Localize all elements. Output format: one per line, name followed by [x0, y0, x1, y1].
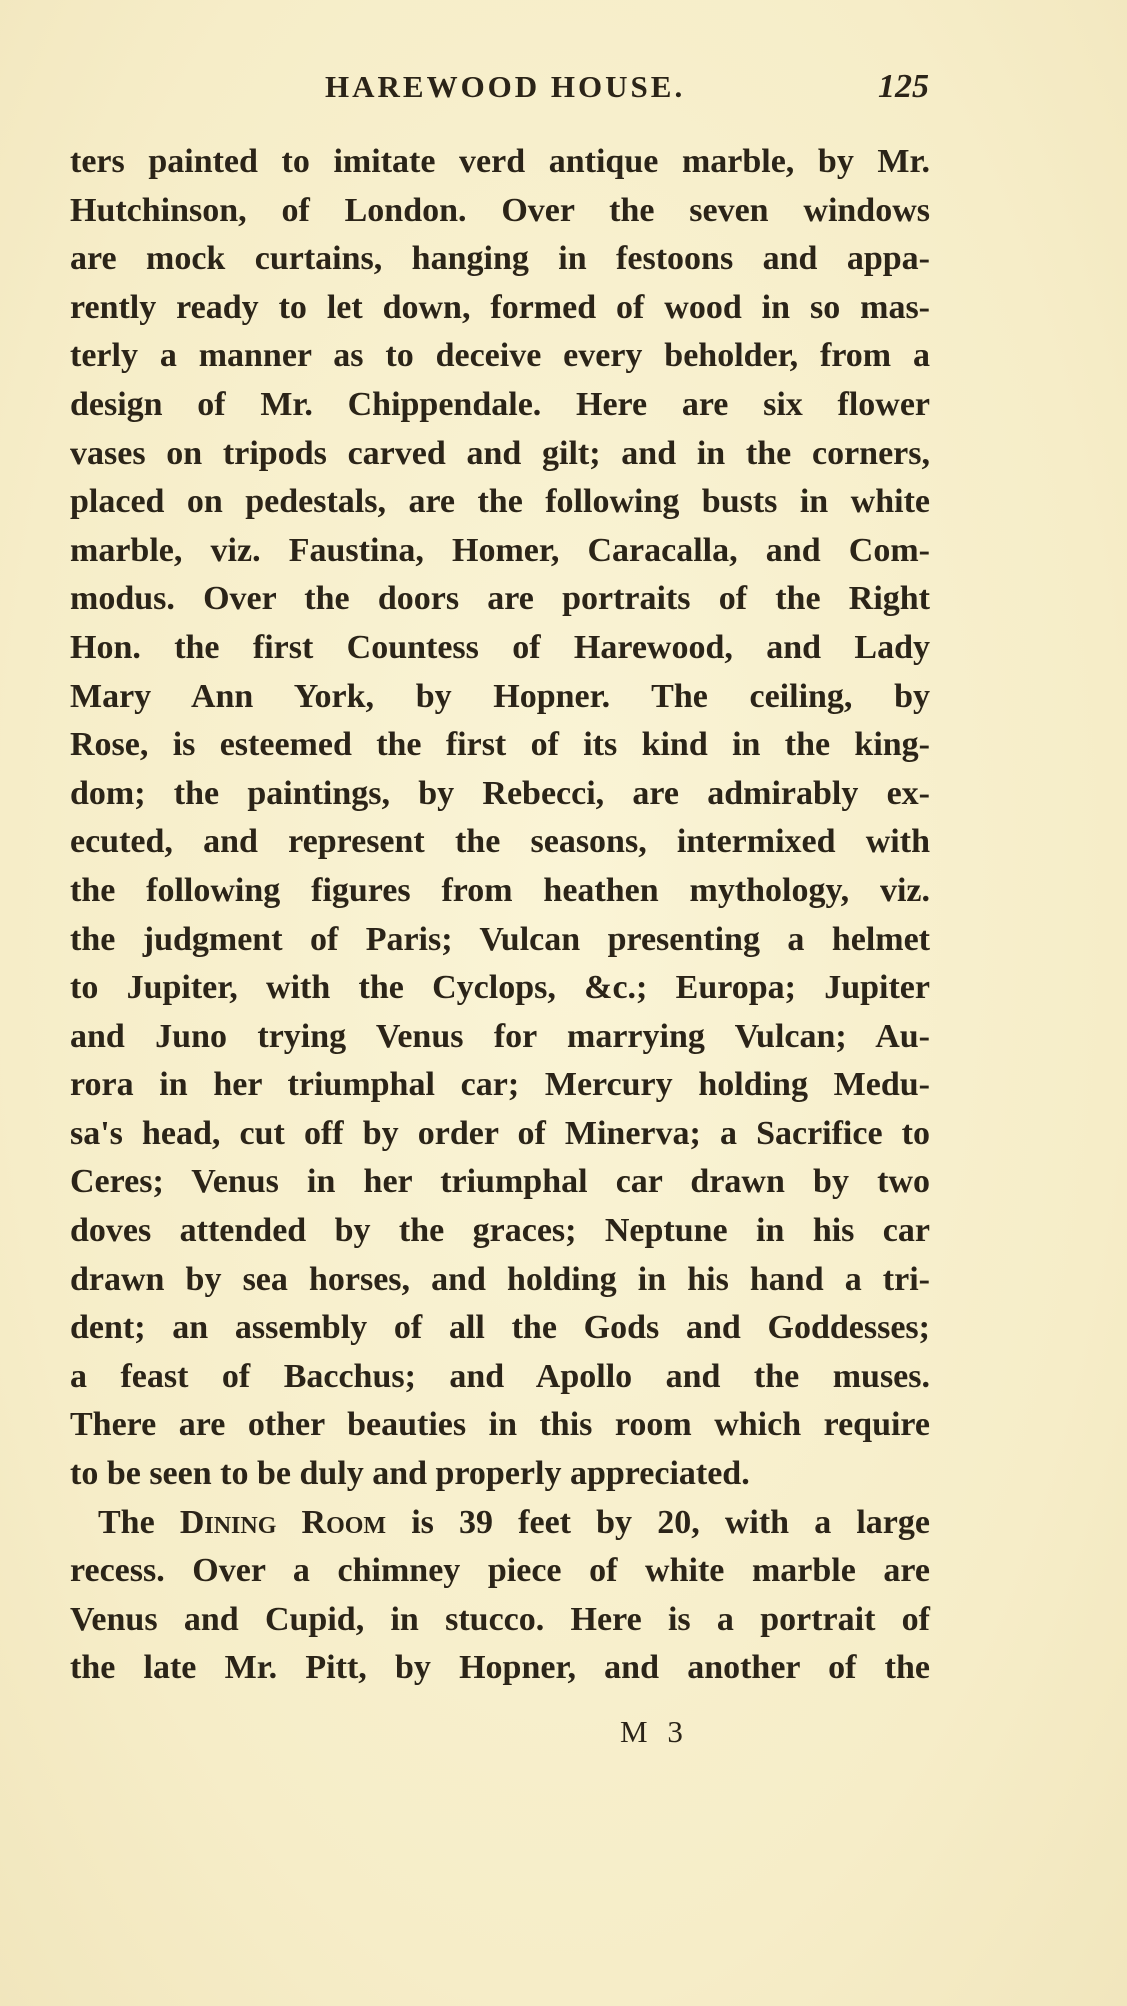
paragraph-lead-rest: is 39 feet by 20, with a large: [386, 1503, 930, 1541]
text-line: Rose, is esteemed the first of its kind in the king-: [70, 726, 930, 764]
text-line: dent; an assembly of all the Gods and Goddesses;: [70, 1309, 930, 1347]
text-line: Mary Ann York, by Hopner. The ceiling, by: [70, 677, 930, 715]
text-line: to Jupiter, with the Cyclops, &c.; Europa; Jupiter: [70, 969, 930, 1007]
text-line: Venus and Cupid, in stucco. Here is a portrait of: [70, 1600, 930, 1638]
text-line: ecuted, and represent the seasons, intermixed with: [70, 823, 930, 861]
text-line: sa's head, cut off by order of Minerva; a Sacrifice to: [70, 1114, 930, 1152]
text-line: doves attended by the graces; Neptune in his car: [70, 1212, 930, 1250]
text-line: terly a manner as to deceive every beholder, from a: [70, 337, 930, 375]
text-line: are mock curtains, hanging in festoons and appa-: [70, 240, 930, 278]
text-line: the late Mr. Pitt, by Hopner, and another of the: [70, 1649, 930, 1687]
text-line: Ceres; Venus in her triumphal car drawn by two: [70, 1163, 930, 1201]
text-line: to be seen to be duly and properly appreciated.: [70, 1455, 750, 1493]
text-line: rently ready to let down, formed of wood in so mas-: [70, 288, 930, 326]
text-line: placed on pedestals, are the following busts in white: [70, 483, 930, 521]
text-line: drawn by sea horses, and holding in his hand a tri-: [70, 1260, 930, 1298]
text-line: There are other beauties in this room which require: [70, 1406, 930, 1444]
body-text: [70, 138, 930, 1693]
text-line: ters painted to imitate verd antique marble, by Mr.: [70, 143, 930, 180]
paragraph-lead: The: [98, 1503, 180, 1541]
text-line: the judgment of Paris; Vulcan presenting a helmet: [70, 920, 930, 958]
paragraph-start-line: [70, 1499, 930, 1548]
text-line: Hon. the first Countess of Harewood, and Lady: [70, 628, 930, 666]
text-line: recess. Over a chimney piece of white marble are: [70, 1552, 930, 1590]
text-line: rora in her triumphal car; Mercury holding Medu-: [70, 1066, 930, 1104]
page-header: [0, 62, 1127, 112]
text-line: modus. Over the doors are portraits of the Right: [70, 580, 930, 618]
text-line: Hutchinson, of London. Over the seven windows: [70, 191, 930, 229]
signature-mark: M 3: [620, 1714, 689, 1749]
text-line: a feast of Bacchus; and Apollo and the muses.: [70, 1357, 930, 1395]
page-number: 125: [878, 68, 929, 105]
text-line: design of Mr. Chippendale. Here are six flower: [70, 385, 930, 423]
text-line: and Juno trying Venus for marrying Vulcan; Au-: [70, 1017, 930, 1055]
section-title-dining-room: Dining Room: [179, 1503, 387, 1541]
running-head: HAREWOOD HOUSE.: [325, 69, 686, 104]
text-line: dom; the paintings, by Rebecci, are admirably ex-: [70, 774, 930, 812]
text-line: marble, viz. Faustina, Homer, Caracalla, and Com-: [70, 531, 930, 569]
text-line: the following figures from heathen mythology, viz.: [70, 871, 930, 909]
text-line: vases on tripods carved and gilt; and in the corners,: [70, 434, 930, 472]
